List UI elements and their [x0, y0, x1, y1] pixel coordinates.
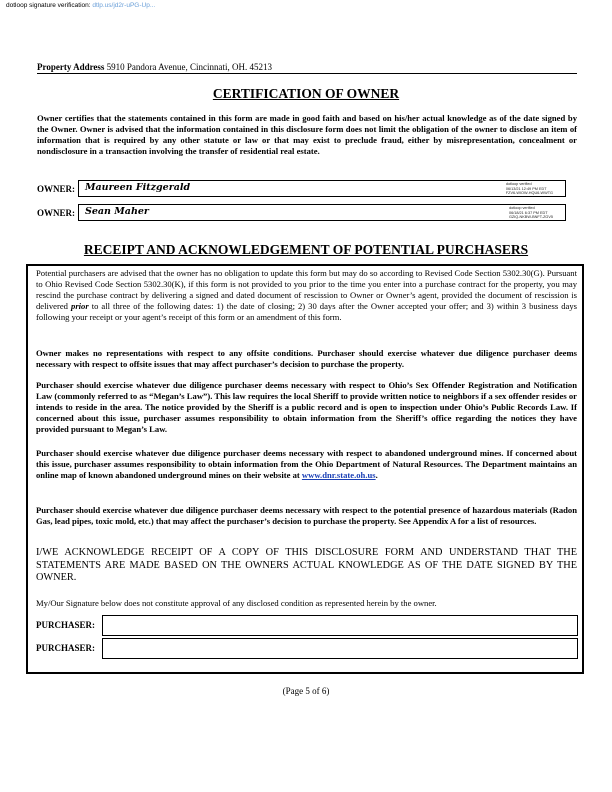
purchaser-label-2: PURCHASER:: [36, 643, 96, 653]
owner-signature-row-1: [37, 180, 577, 197]
prior-emphasis: prior: [71, 301, 89, 311]
dnr-website-link[interactable]: www.dnr.state.oh.us: [301, 470, 376, 480]
certification-title: CERTIFICATION OF OWNER: [212, 86, 400, 101]
owner-signature-row-2: [37, 204, 577, 221]
verification-label: dotloop signature verification:: [6, 2, 91, 9]
verification-link[interactable]: dtlp.us/jd2r-uPG-Up...: [92, 2, 156, 9]
owner-signature-field-1[interactable]: [78, 180, 566, 197]
mines-paragraph: Purchaser should exercise whatever due diligence purchaser deems necessary with respect to abandoned underground mines. If concerned about this issue, purchaser assumes responsibility to obtain information from the Ohio Department of Natural Resources. The Department maintains an online map of known abandoned underground mines on their website at www.dnr.state.oh.us.: [36, 448, 577, 480]
rescission-paragraph: Potential purchasers are advised that the owner has no obligation to update this form but may do so according to Revised Code Section 5302.30(G). Pursuant to Ohio Revised Code Section 5302.30(K), if this form is not provided to you prior to the time you enter into a purchase contract for the property, you may rescind the purchase contract by delivering a signed and dated document of rescission to Owner or Owner’s agent, provided the document of rescission is delivered prior to all three of the following dates: 1) the date of closing; 2) 30 days after the Owner accepted your offer; and 3) within 3 business days following your receipt or your agent’s receipt of this form or an amendment of this form.: [36, 268, 577, 322]
offsite-paragraph: Owner makes no representations with respect to any offsite conditions. Purchaser should exercise whatever due diligence purchaser deems necessary with respect to offsite issues that may affect purchaser’s decision to purchase the property.: [36, 348, 577, 369]
purchaser-signature-field-1[interactable]: [102, 615, 578, 636]
megans-law-paragraph: Purchaser should exercise whatever due diligence purchaser deems necessary with respect to Ohio’s Sex Offender Registration and Notification Law (commonly referred to as “Megan’s Law”). This law requires the local Sheriff to provide written notice to neighbors if a sex offender resides or intends to reside in the area. The notice provided by the Sheriff is a public record and is open to inspection under Ohio’s Public Records Law. If concerned about this issue, purchaser assumes responsibility to obtain information from the Sheriff’s office regarding the notices they have provided pursuant to Megan’s Law.: [36, 380, 577, 434]
certification-text: Owner certifies that the statements contained in this form are made in good faith and based on his/her actual knowledge as of the date signed by the Owner. Owner is advised that the information contained in this disclosure form does not limit the obligation of the owner to disclose an item of information that is required by any other statute or law or that may exist to preclude fraud, either by misrepresentation, concealment or nondisclosure in a transaction involving the transfer of residential real estate.: [37, 113, 577, 156]
property-address-label: Property Address: [37, 62, 105, 72]
acknowledgement-statement: I/WE ACKNOWLEDGE RECEIPT OF A COPY OF THIS DISCLOSURE FORM AND UNDERSTAND THAT THE STATEMENTS ARE MADE BASED ON THE OWNERS ACTUAL KNOWLEDGE AS OF THE DATE SIGNED BY THE OWNER.: [36, 547, 577, 583]
receipt-title: RECEIPT AND ACKNOWLEDGEMENT OF POTENTIAL PURCHASERS: [83, 242, 529, 257]
purchaser-signature-field-2[interactable]: [102, 638, 578, 659]
purchaser-row-2: [36, 638, 577, 658]
signature-verification: [6, 2, 155, 9]
signature-note: My/Our Signature below does not constitute approval of any disclosed condition as represented herein by the owner.: [36, 598, 437, 608]
page-number: (Page 5 of 6): [282, 686, 330, 696]
property-address: [37, 62, 577, 74]
owner-signature-2: Sean Maher: [85, 206, 149, 217]
owner-signature-1: Maureen Fitzgerald: [85, 182, 191, 193]
dotloop-stamp-2: dotloop verified 06/18/21 6:37 PM EDT GZIQ-NKBW-BNFT-ZGV5: [508, 206, 553, 220]
owner-label-2: OWNER:: [37, 208, 75, 218]
property-address-value: 5910 Pandora Avenue, Cincinnati, OH. 45213: [106, 62, 272, 72]
owner-label-1: OWNER:: [37, 184, 75, 194]
purchaser-row-1: [36, 615, 577, 635]
purchaser-label-1: PURCHASER:: [36, 620, 96, 630]
owner-signature-field-2[interactable]: [78, 204, 566, 221]
dotloop-stamp-1: dotloop verified 06/13/21 12:49 PM EDT FZV6-WIOW-HQU6-WWTG: [505, 182, 553, 196]
hazardous-materials-paragraph: Purchaser should exercise whatever due diligence purchaser deems necessary with respect to the potential presence of hazardous materials (Radon Gas, lead pipes, toxic mold, etc.) that may affect the purchaser’s decision to purchase the property. See Appendix A for a list of resources.: [36, 505, 577, 526]
